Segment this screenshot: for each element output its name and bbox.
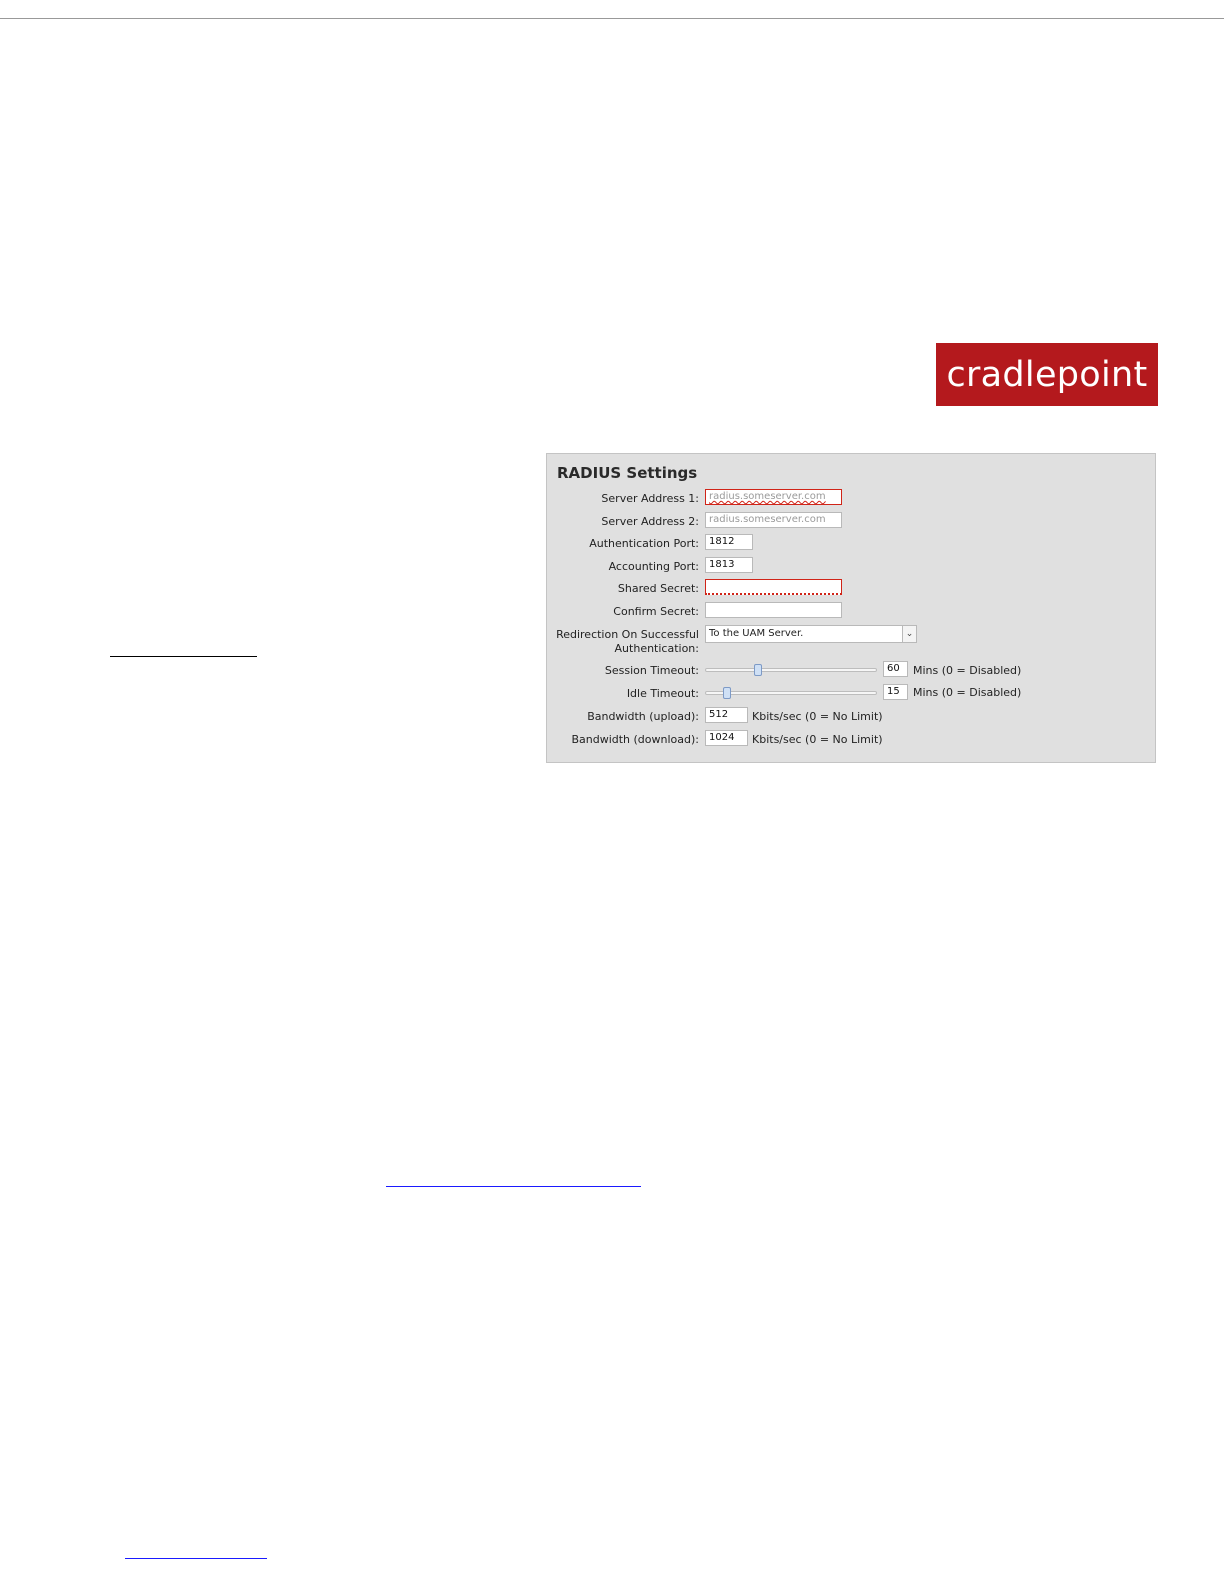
shared-secret-label: Shared Secret: [617,582,699,595]
bandwidth-download-label: Bandwidth (download): [571,733,699,746]
server-address-1-input[interactable] [705,489,842,505]
server-address-2-input[interactable] [705,512,842,528]
server-address-2-label: Server Address 2: [601,515,699,528]
bandwidth-download-input[interactable]: 1024 [705,730,748,746]
panel-title: RADIUS Settings [557,464,698,482]
redirection-label-line2: Authentication: [614,642,699,655]
idle-timeout-suffix: Mins (0 = Disabled) [913,686,1022,699]
session-timeout-label: Session Timeout: [604,664,699,677]
cradlepoint-logo [936,343,1158,406]
idle-timeout-label: Idle Timeout: [626,687,699,700]
radius-settings-panel [546,453,1156,763]
shared-secret-input[interactable] [705,579,842,595]
redirection-select[interactable] [705,625,917,643]
idle-timeout-slider-handle[interactable] [723,687,731,699]
chevron-down-icon[interactable]: ⌄ [902,626,916,642]
bandwidth-upload-label: Bandwidth (upload): [587,710,699,723]
session-timeout-slider[interactable] [705,668,877,672]
confirm-secret-input[interactable] [705,602,842,618]
accounting-port-label: Accounting Port: [608,560,699,573]
idle-timeout-input[interactable]: 15 [883,684,908,700]
redirection-selected-value: To the UAM Server. [709,628,804,639]
confirm-secret-label: Confirm Secret: [613,605,699,618]
session-timeout-slider-handle[interactable] [754,664,762,676]
session-timeout-input[interactable]: 60 [883,661,908,677]
authentication-port-input[interactable]: 1812 [705,534,753,550]
bandwidth-upload-suffix: Kbits/sec (0 = No Limit) [752,710,883,723]
hyperlink-underline[interactable] [386,1186,641,1187]
footer-link-underline[interactable] [125,1558,267,1559]
session-timeout-suffix: Mins (0 = Disabled) [913,664,1022,677]
logo-text: cradlepoint [946,354,1148,395]
bandwidth-download-suffix: Kbits/sec (0 = No Limit) [752,733,883,746]
idle-timeout-slider[interactable] [705,691,877,695]
accounting-port-input[interactable]: 1813 [705,557,753,573]
redirection-label-line1: Redirection On Successful [556,628,699,641]
server-address-1-label: Server Address 1: [601,492,699,505]
section-underline [110,656,257,657]
server-address-1-value: radius.someserver.com [709,491,826,502]
authentication-port-label: Authentication Port: [589,537,699,550]
header-rule [0,18,1224,19]
bandwidth-upload-input[interactable]: 512 [705,707,748,723]
server-address-2-value: radius.someserver.com [709,514,826,525]
